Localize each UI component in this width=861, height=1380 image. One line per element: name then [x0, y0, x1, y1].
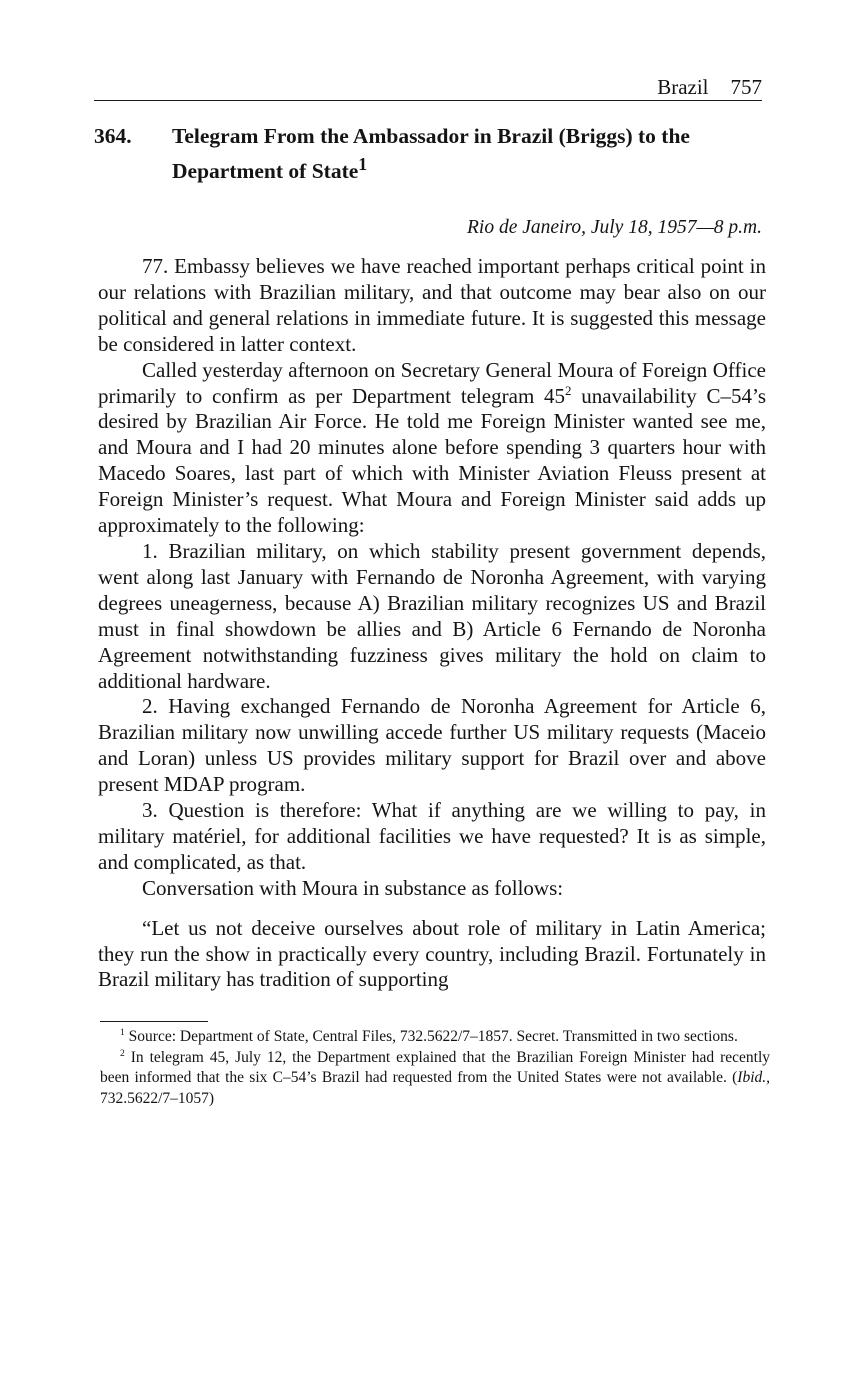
footnote-1 [100, 1027, 770, 1048]
telegram-body [98, 254, 766, 993]
footnote-ref-2[interactable]: 2 [565, 382, 572, 398]
footnote-1-mark: 1 [120, 1026, 125, 1038]
paragraph: Conversation with Moura in substance as follows: [142, 875, 564, 900]
footnote-2-text: In telegram 45, July 12, the Department explained that the Brazilian Foreign Minister had recently been informed that the six C–54’s Brazil had requested from the United States were not available. ( [100, 1048, 771, 1086]
numbered-point-2: 2. Having exchanged Fernando de Noronha Agreement for Article 6, Brazilian military now unwilling accede further US military requests (Maceio and Loran) unless US provides military support for Brazil over and above present MDAP program. [98, 694, 766, 797]
document-title [172, 122, 774, 185]
paragraph-text: Called yesterday afternoon on Secretary General Moura of Foreign Office primarily to confirm as per Department telegram 45 [98, 357, 766, 408]
running-head [94, 74, 762, 101]
footnote-2 [100, 1048, 770, 1110]
numbered-point-3: 3. Question is therefore: What if anything are we willing to pay, in military matériel, for additional facilities we have requested? It is as simple, and complicated, as that. [98, 798, 766, 874]
footnote-2-citation: 732.5622/7–1057) [100, 1089, 215, 1107]
footnote-divider [100, 1021, 208, 1022]
quoted-conversation: “Let us not deceive ourselves about role of military in Latin America; they run the show in practically every country, including Brazil. Fortunately in Brazil military has tradition of supporting [98, 915, 766, 992]
footnotes [100, 1027, 770, 1109]
numbered-point-1: 1. Brazilian military, on which stability present government depends, went along last January with Fernando de Noronha Agreement, with varying degrees uneagerness, because A) Brazilian military recognizes US and Brazil must in final showdown be allies and B) Article 6 Fernando de Noronha Agreement notwithstanding fuzziness gives military the hold on claim to additional hardware. [98, 538, 766, 693]
paragraph-text: unavailability C–54’s desired by Brazilian Air Force. He told me Foreign Minister wanted see me, and Moura and I had 20 minutes alone before spending 3 quarters hour with Macedo Soares, last part of which with Minister Aviation Fleuss present at Foreign Minister’s request. What Moura and Foreign Minister said adds up approximately to the following: [98, 383, 766, 538]
document-heading [94, 122, 774, 185]
footnote-ref-1[interactable]: 1 [358, 154, 368, 174]
running-title: Brazil [657, 75, 709, 99]
dateline: Rio de Janeiro, July 18, 1957—8 p.m. [467, 217, 762, 238]
paragraph: 77. Embassy believes we have reached important perhaps critical point in our relations with Brazilian military, and that outcome may bear also on our political and general relations in immediate future. It is suggested this message be considered in latter context. [98, 254, 766, 356]
paragraph [98, 358, 766, 539]
page-number: 757 [730, 75, 762, 99]
footnote-2-mark: 2 [120, 1047, 125, 1059]
document-title-text: Telegram From the Ambassador in Brazil (Briggs) to the Department of State [172, 124, 690, 184]
footnote-1-text: Source: Department of State, Central Files, 732.5622/7–1857. Secret. Transmitted in two sections. [128, 1028, 738, 1045]
footnote-2-ibid: Ibid., [737, 1069, 770, 1086]
document-number: 364. [94, 124, 132, 148]
